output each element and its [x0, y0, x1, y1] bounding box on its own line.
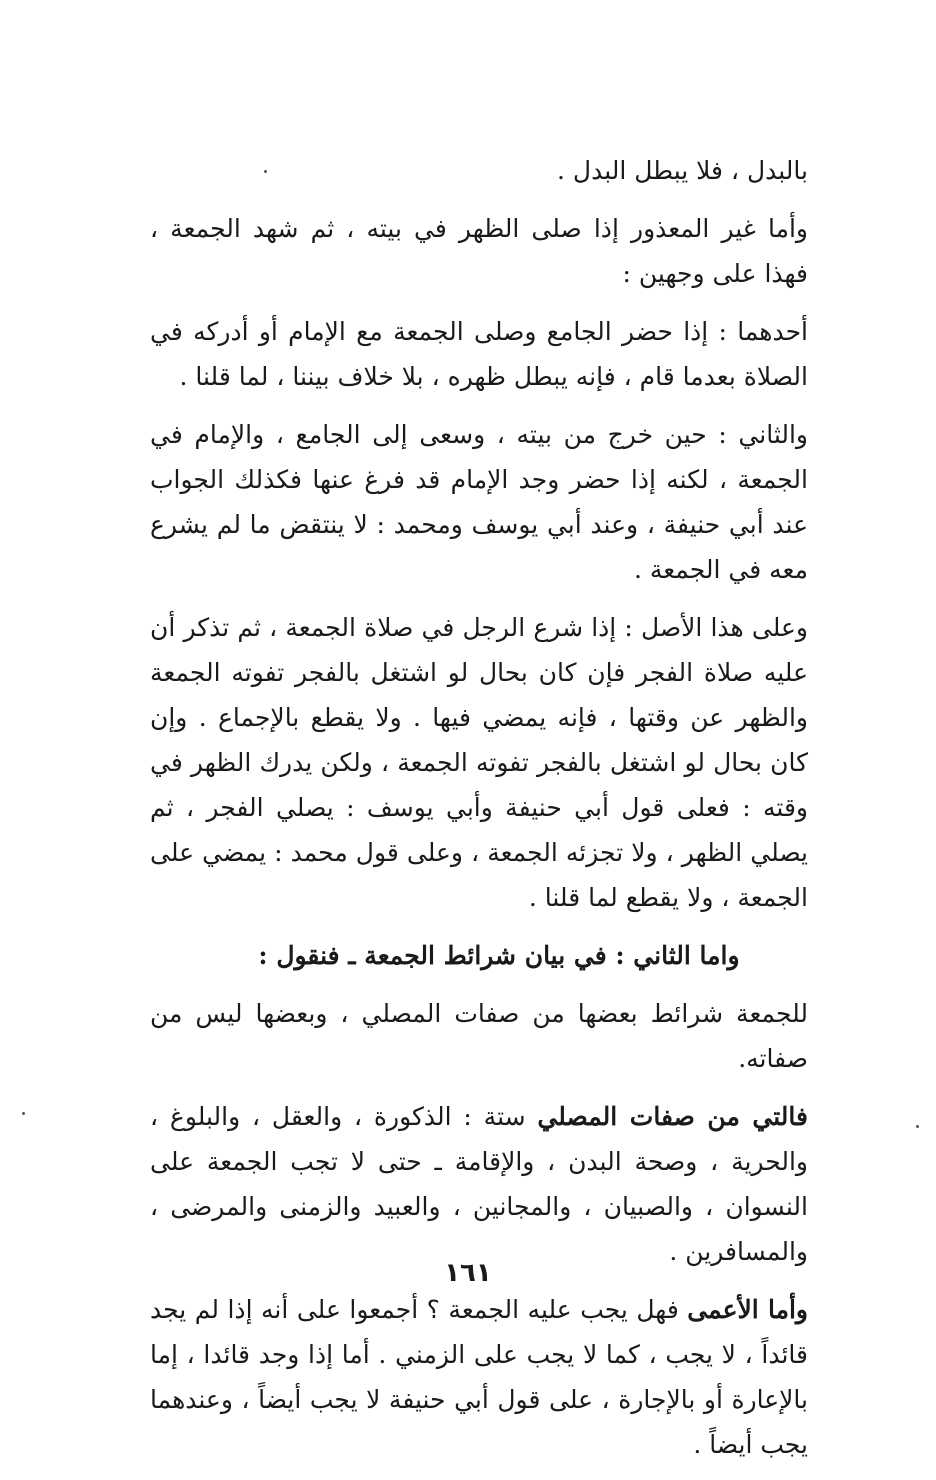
paragraph-8	[150, 1287, 808, 1467]
paragraph-2	[150, 206, 808, 296]
paragraph-6-text: للجمعة شرائط بعضها من صفات المصلي ، وبعضها ليس من صفاته.	[150, 999, 808, 1073]
paragraph-3	[150, 309, 808, 399]
page-number: ١٦١	[444, 1258, 492, 1288]
paragraph-5	[150, 605, 808, 920]
scan-speck	[916, 1125, 919, 1128]
paragraph-2-text: وأما غير المعذور إذا صلى الظهر في بيته ، ثم شهد الجمعة ، فهذا على وجهين :	[150, 214, 808, 288]
paragraph-8-lead: وأما الأعمى	[687, 1295, 808, 1324]
paragraph-4	[150, 412, 808, 592]
paragraph-1-text: بالبدل ، فلا يبطل البدل .	[557, 156, 808, 185]
scan-speck	[264, 170, 267, 173]
paragraph-3-text: أحدهما : إذا حضر الجامع وصلى الجمعة مع الإمام أو أدركه في الصلاة بعدما قام ، فإنه يبطل ظهره ، بلا خلاف بيننا ، لما قلنا .	[150, 317, 808, 391]
scan-speck	[22, 1112, 25, 1115]
paragraph-4-text: والثاني : حين خرج من بيته ، وسعى إلى الجامع ، والإمام في الجمعة ، لكنه إذا حضر وجد الإمام قد فرغ عنها فكذلك الجواب عند أبي حنيفة ، وعند أبي يوسف ومحمد : لا ينتقض ما لم يشرع معه في الجمعة .	[150, 420, 808, 584]
paragraph-6	[150, 991, 808, 1081]
paragraph-8-text: فهل يجب عليه الجمعة ؟ أجمعوا على أنه إذا لم يجد قائداً ، لا يجب ، كما لا يجب على الزمني . أما إذا وجد قائدا ، إما بالإعارة أو بالإجارة ، على قول أبي حنيفة لا يجب أيضاً ، وعندهما يجب أيضاً .	[150, 1295, 808, 1459]
paragraph-7-text: ستة : الذكورة ، والعقل ، والبلوغ ، والحرية ، وصحة البدن ، والإقامة ـ حتى لا تجب الجمعة على النسوان ، والصبيان ، والمجانين ، والعبيد والزمنى والمرضى ، والمسافرين .	[150, 1102, 808, 1266]
paragraph-1	[150, 148, 808, 193]
paragraph-7	[150, 1094, 808, 1274]
section-heading: واما الثاني : في بيان شرائط الجمعة ـ فنقول :	[258, 941, 740, 970]
paragraph-7-lead: فالتي من صفات المصلي	[537, 1102, 808, 1131]
paragraph-5-text: وعلى هذا الأصل : إذا شرع الرجل في صلاة الجمعة ، ثم تذكر أن عليه صلاة الفجر فإن كان بحال لو اشتغل بالفجر تفوته الجمعة والظهر عن وقتها ، فإنه يمضي فيها . ولا يقطع بالإجماع . وإن كان بحال لو اشتغل بالفجر تفوته الجمعة ، ولكن يدرك الظهر في وقته : فعلى قول أبي حنيفة وأبي يوسف : يصلي الفجر ، ثم يصلي الظهر ، ولا تجزئه الجمعة ، وعلى قول محمد : يمضي على الجمعة ، ولا يقطع لما قلنا .	[150, 613, 808, 912]
